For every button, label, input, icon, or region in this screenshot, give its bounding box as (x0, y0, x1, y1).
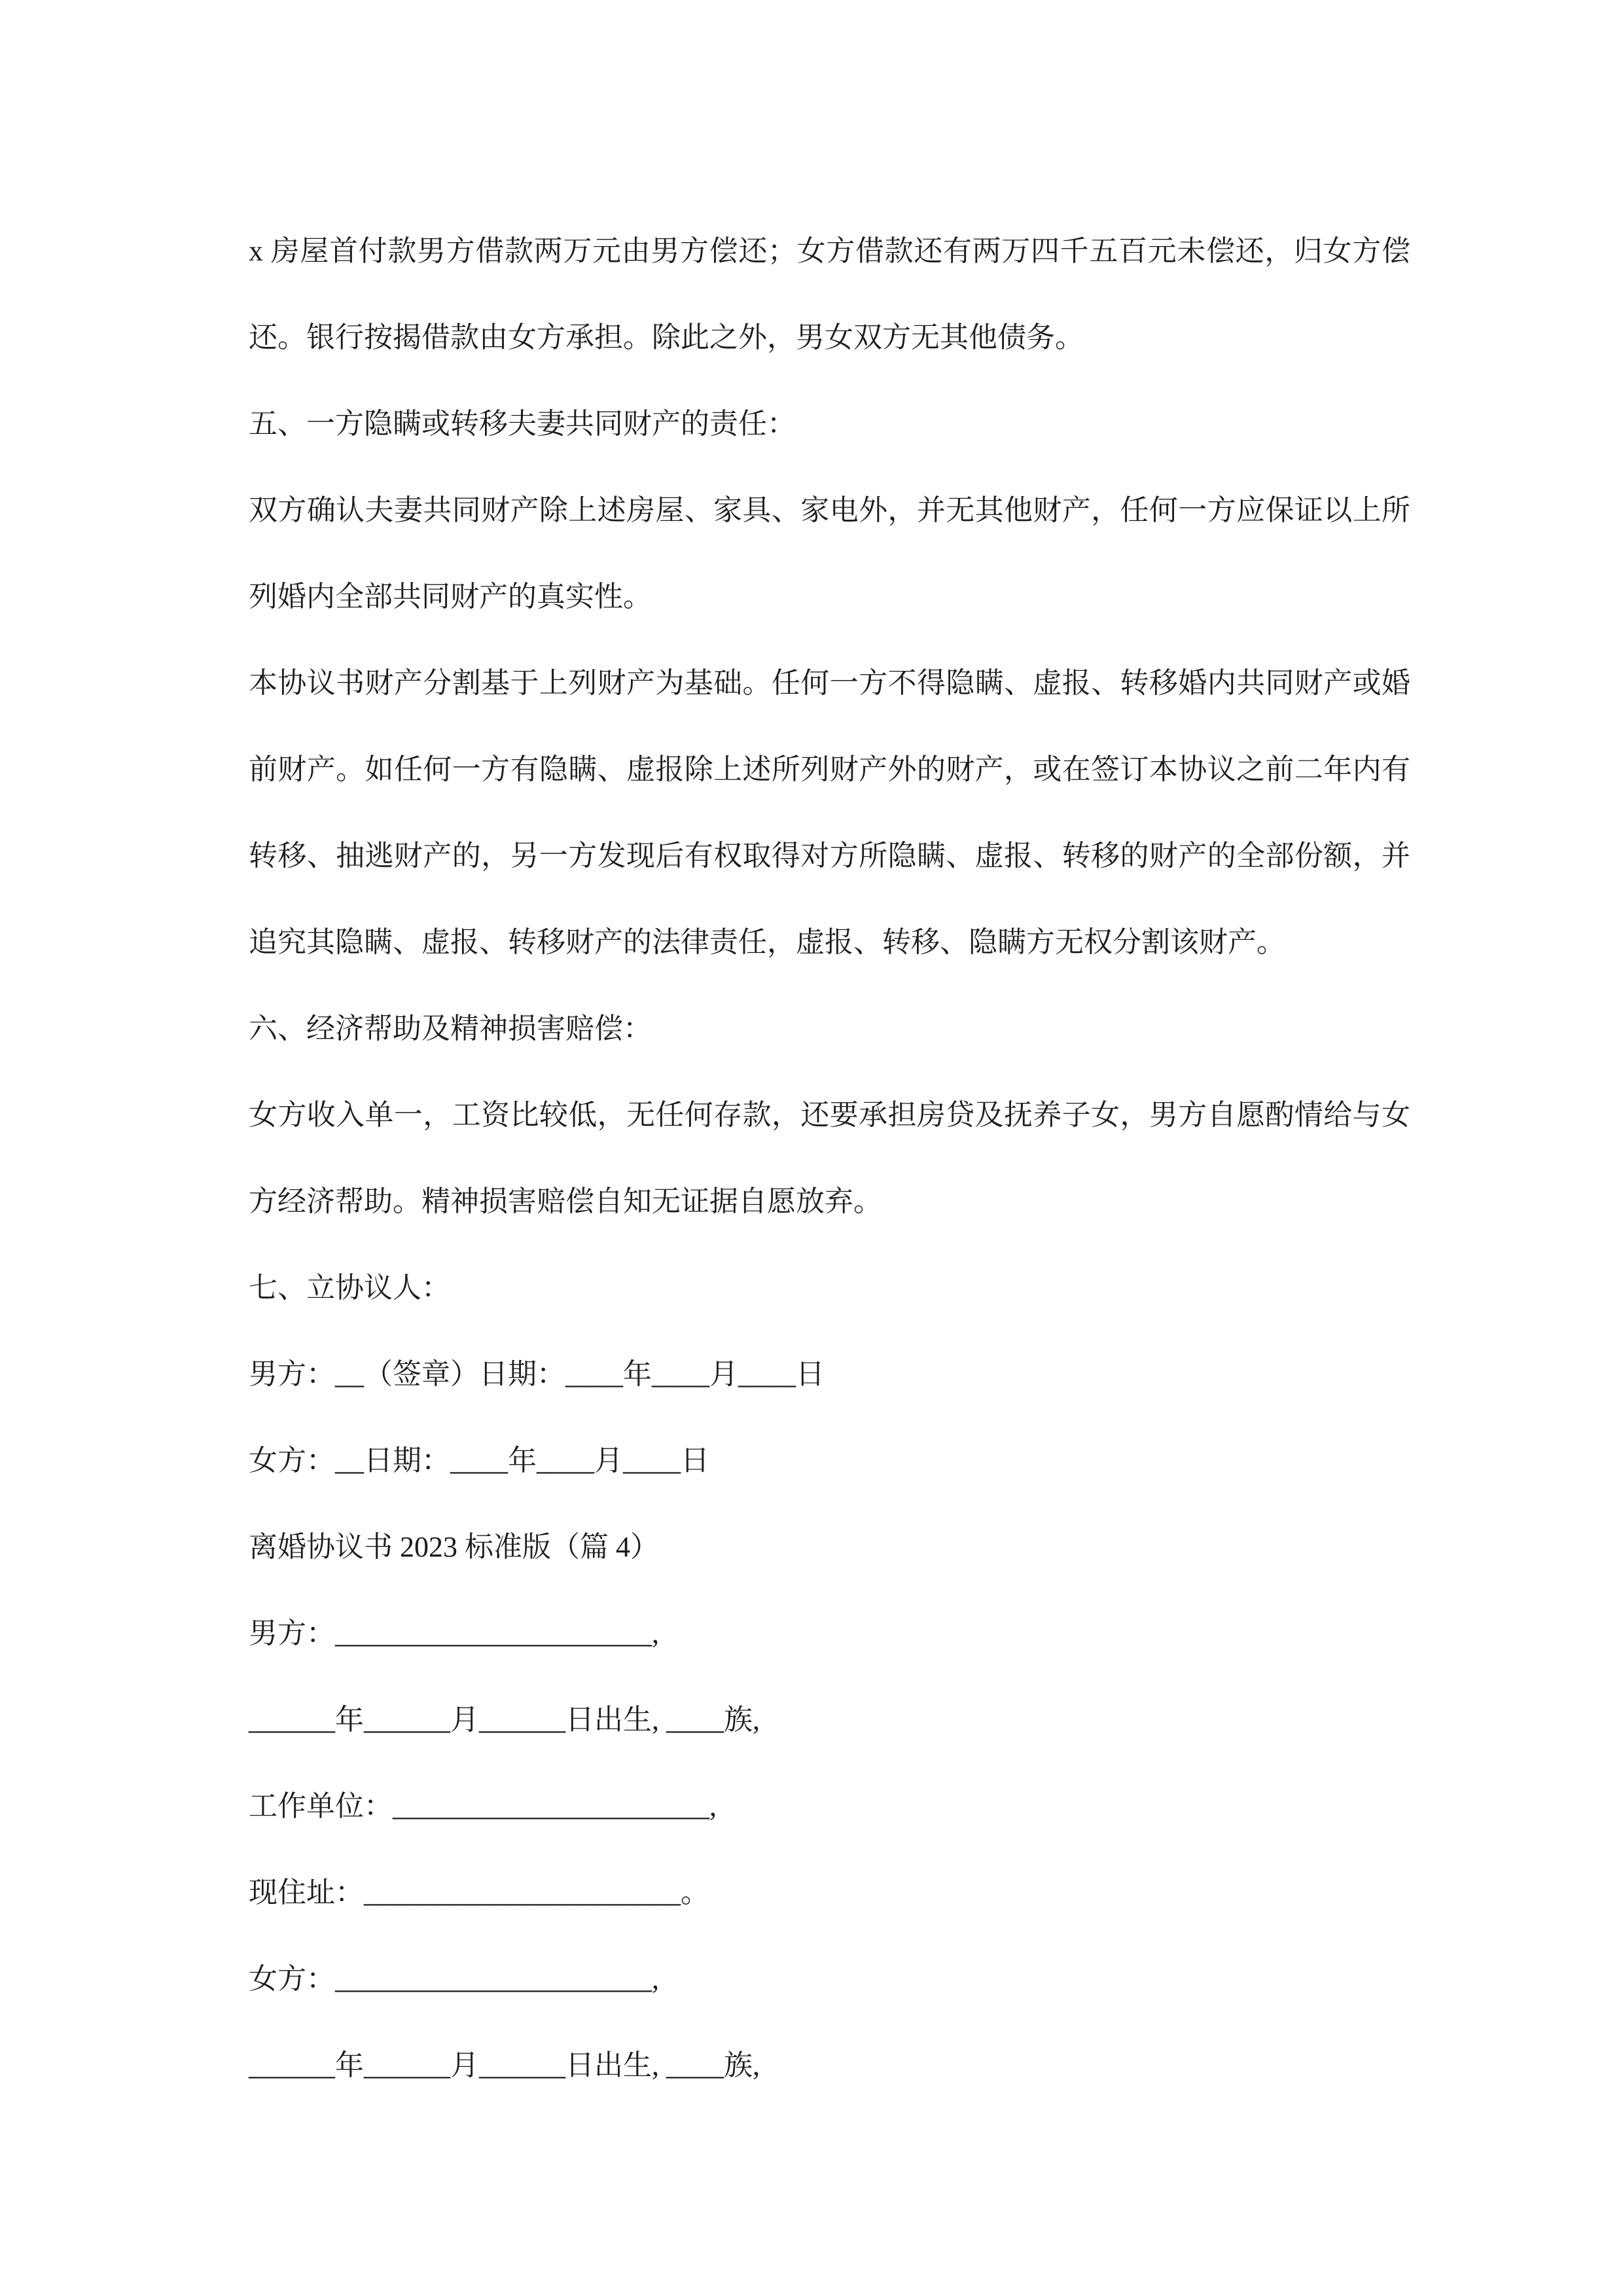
fill-in-husband-birthdate: ______年______月______日出生, ____族, (249, 1704, 760, 1736)
fill-in-husband-name: 男方：______________________, (249, 1617, 659, 1649)
paragraph-debt-repayment: x 房屋首付款男方借款两万元由男方偿还；女方借款还有两万四千五百元未偿还，归女方偿还。银行按揭借款由女方承担。除此之外，男女双方无其他债务。 (249, 235, 1410, 353)
paragraph-property-confirmation: 双方确认夫妻共同财产除上述房屋、家具、家电外，并无其他财产，任何一方应保证以上所列婚内全部共同财产的真实性。 (249, 494, 1410, 613)
signature-line-husband: 男方：__（签章）日期：____年____月____日 (249, 1358, 825, 1390)
document-body (249, 208, 1410, 2109)
heading-section-7: 七、立协议人： (249, 1272, 450, 1304)
heading-section-5: 五、一方隐瞒或转移夫妻共同财产的责任： (249, 408, 796, 440)
heading-section-6: 六、经济帮助及精神损害赔偿： (249, 1013, 652, 1045)
fill-in-wife-name: 女方：______________________, (249, 1963, 659, 1995)
signature-line-wife: 女方：__日期：____年____月____日 (249, 1444, 709, 1477)
fill-in-wife-birthdate: ______年______月______日出生, ____族, (249, 2049, 760, 2081)
paragraph-economic-assistance: 女方收入单一，工资比较低，无任何存款，还要承担房贷及抚养子女，男方自愿酌情给与女方经济帮助。精神损害赔偿自知无证据自愿放弃。 (249, 1099, 1410, 1217)
document-section-title: 离婚协议书 2023 标准版（篇 4） (249, 1531, 659, 1563)
fill-in-husband-address: 现住址：______________________。 (249, 1876, 709, 1909)
fill-in-husband-employer: 工作单位：______________________, (249, 1790, 717, 1822)
paragraph-property-division-basis: 本协议书财产分割基于上列财产为基础。任何一方不得隐瞒、虚报、转移婚内共同财产或婚前财产。如任何一方有隐瞒、虚报除上述所列财产外的财产，或在签订本协议之前二年内有转移、抽逃财产的，另一方发现后有权取得对方所隐瞒、虚报、转移的财产的全部份额，并追究其隐瞒、虚报、转移财产的法律责任，虚报、转移、隐瞒方无权分割该财产。 (249, 667, 1410, 958)
